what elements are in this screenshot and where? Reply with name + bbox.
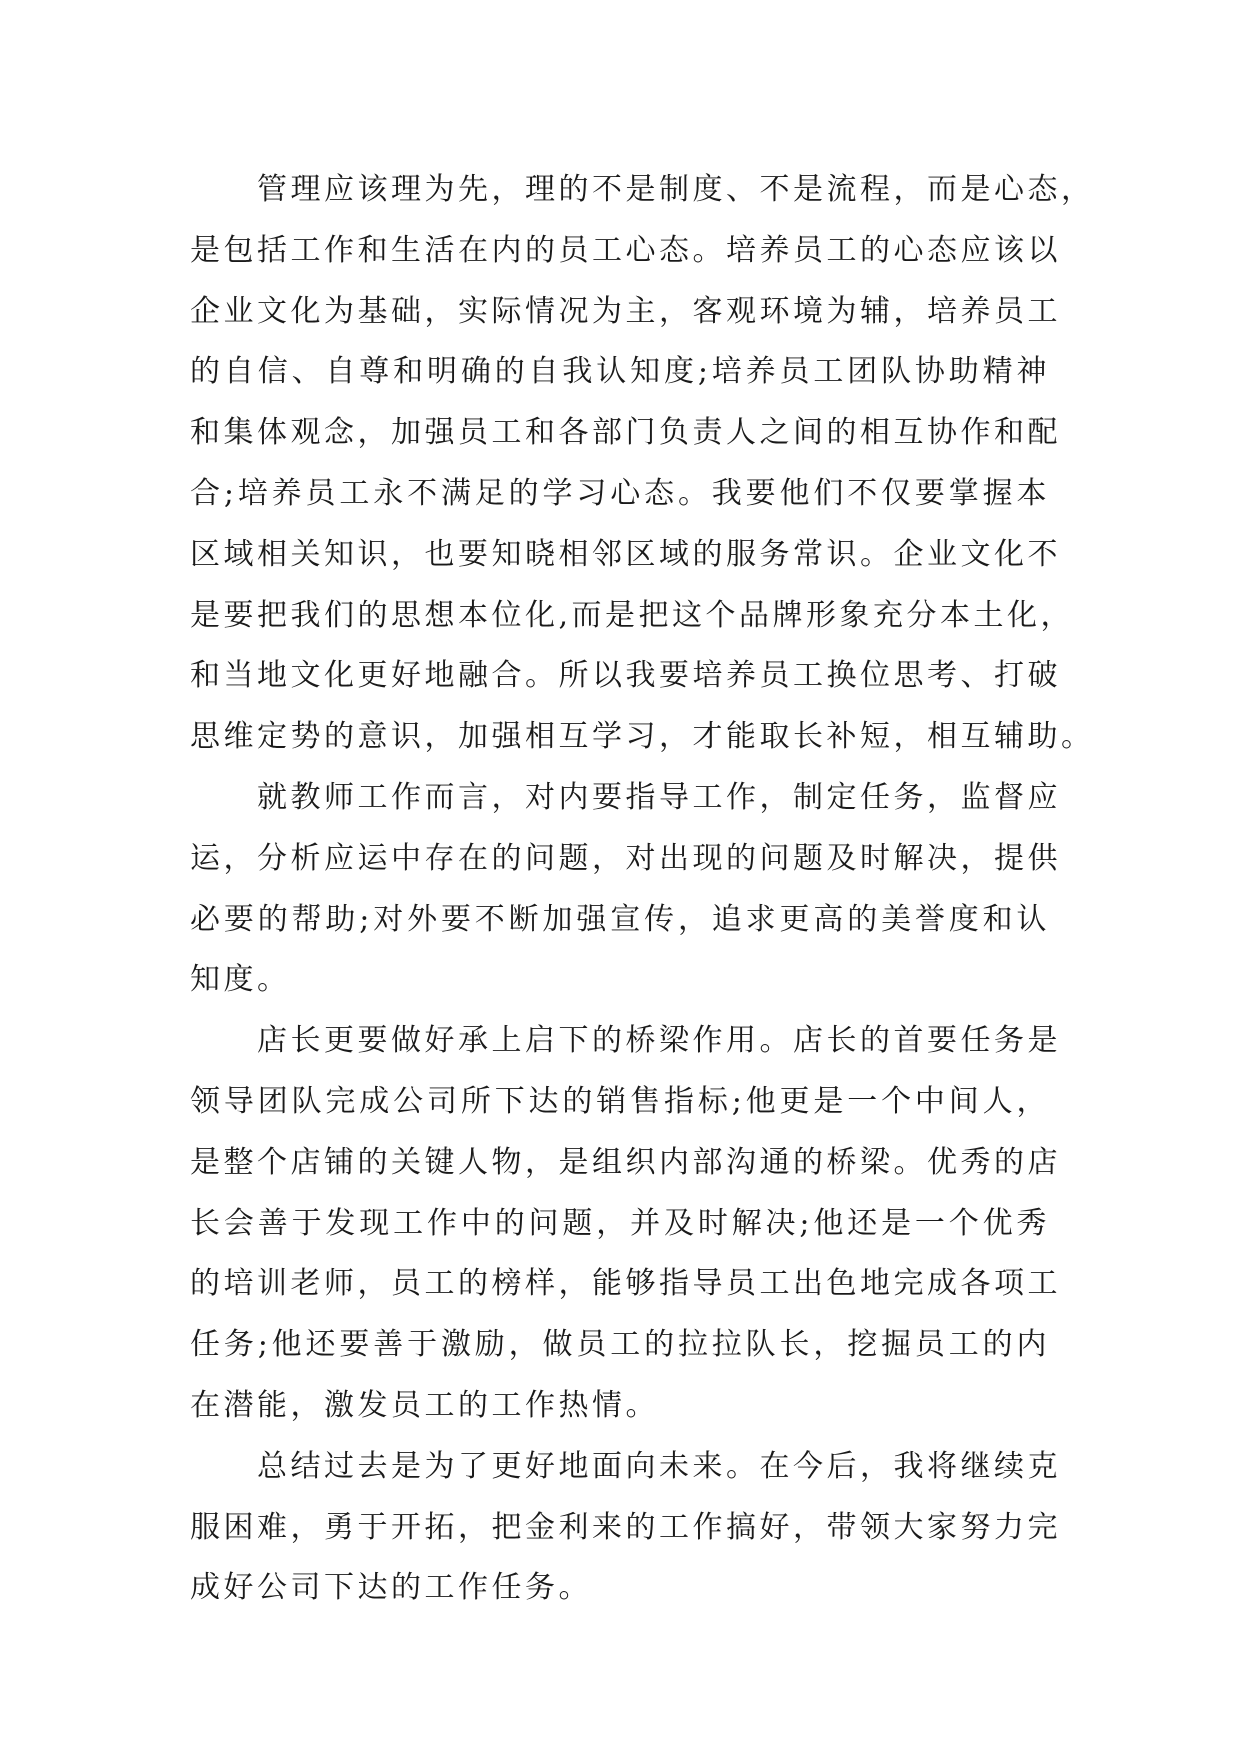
text-line: 思维定势的意识，加强相互学习，才能取长补短，相互辅助。 xyxy=(190,719,1095,755)
text-line: 的自信、自尊和明确的自我认知度;培养员工团队协助精神 xyxy=(190,354,1050,390)
text-line: 就教师工作而言，对内要指导工作，制定任务，监督应 xyxy=(257,779,1061,815)
text-line: 必要的帮助;对外要不断加强宣传，追求更高的美誉度和认 xyxy=(190,901,1050,937)
text-line: 店长更要做好承上启下的桥梁作用。店长的首要任务是 xyxy=(257,1023,1061,1059)
text-line: 任务;他还要善于激励，做员工的拉拉队长，挖掘员工的内 xyxy=(190,1327,1050,1363)
text-line: 是整个店铺的关键人物，是组织内部沟通的桥梁。优秀的店 xyxy=(190,1144,1061,1180)
paragraph-1 xyxy=(190,160,1095,768)
paragraph-3 xyxy=(190,1011,1061,1437)
text-line: 的培训老师，员工的榜样，能够指导员工出色地完成各项工 xyxy=(190,1266,1061,1302)
text-line: 管理应该理为先，理的不是制度、不是流程，而是心态， xyxy=(257,172,1095,207)
text-line: 长会善于发现工作中的问题，并及时解决;他还是一个优秀 xyxy=(190,1205,1050,1241)
text-line: 成好公司下达的工作任务。 xyxy=(190,1570,592,1606)
text-line: 是要把我们的思想本位化,而是把这个品牌形象充分本土化， xyxy=(190,597,1075,633)
text-line: 和当地文化更好地融合。所以我要培养员工换位思考、打破 xyxy=(190,658,1061,694)
text-line: 运，分析应运中存在的问题，对出现的问题及时解决，提供 xyxy=(190,840,1061,876)
document-body xyxy=(190,160,1095,1619)
text-line: 知度。 xyxy=(190,962,291,998)
text-line: 区域相关知识，也要知晓相邻区域的服务常识。企业文化不 xyxy=(190,536,1061,572)
text-line: 企业文化为基础，实际情况为主，客观环境为辅，培养员工 xyxy=(190,293,1061,329)
text-line: 是包括工作和生活在内的员工心态。培养员工的心态应该以 xyxy=(190,232,1061,268)
paragraph-4 xyxy=(190,1437,1061,1619)
text-line: 领导团队完成公司所下达的销售指标;他更是一个中间人， xyxy=(190,1083,1050,1119)
paragraph-2 xyxy=(190,768,1061,1011)
text-line: 服困难，勇于开拓，把金利来的工作搞好，带领大家努力完 xyxy=(190,1509,1061,1545)
text-line: 在潜能，激发员工的工作热情。 xyxy=(190,1387,659,1423)
text-line: 合;培养员工永不满足的学习心态。我要他们不仅要掌握本 xyxy=(190,475,1050,511)
text-line: 和集体观念，加强员工和各部门负责人之间的相互协作和配 xyxy=(190,415,1061,451)
text-line: 总结过去是为了更好地面向未来。在今后，我将继续克 xyxy=(257,1448,1061,1484)
